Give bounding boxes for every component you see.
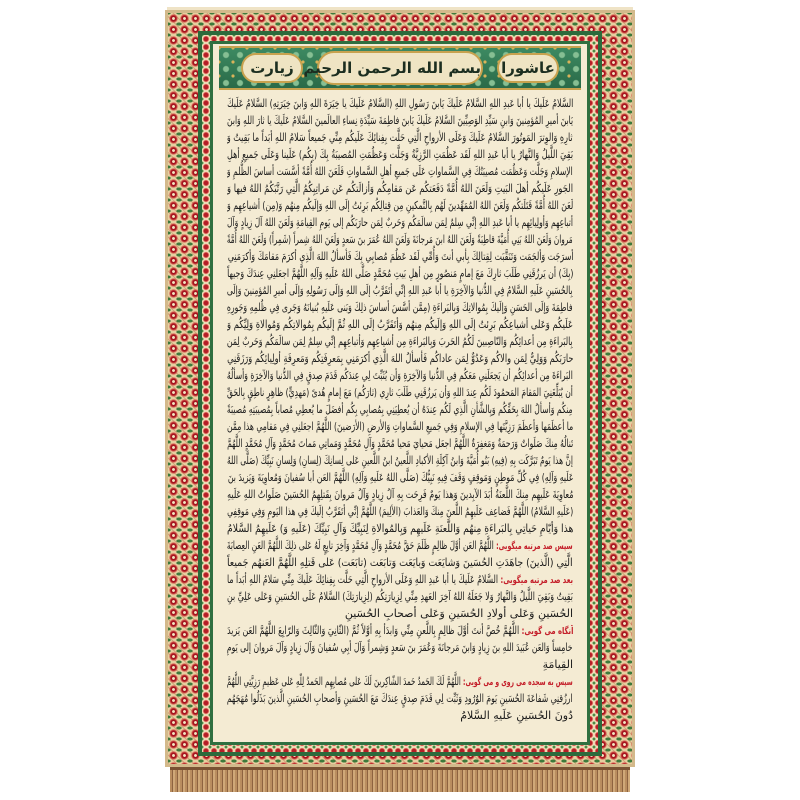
text-line	[227, 503, 573, 520]
text-line-content: مُعاوِيَةَ عَلَيهِم مِنكَ اللَّعنَةُ أبَدَ الآبِدينَ وَهذا يَومٌ فَرِحَت بِهِ آلُ زِيادٍ وَآلُ مَروانَ بِقَتلِهِمُ الحُسَينَ صَلَواتُ اللهِ عَلَيهِ	[227, 488, 573, 501]
text-line	[227, 554, 573, 571]
text-line-content: لَعَنَ اللهُ أُمَّةً قَتَلَتكُم وَلَعَنَ اللهُ المُمَهِّدينَ لَهُم بِالتَّمكينِ مِن قِتالِكُم بَرِئتُ إلَى اللهِ وَإلَيكُم مِنهُم وَ(مِن) أشياعِهِم وَ	[227, 199, 573, 212]
title-ziyarat: زیارت	[241, 53, 303, 83]
text-line-content: (بِكَ) أن يَرزُقَنِي طَلَبَ ثارِكَ مَعَ إمامٍ مَنصُورٍ مِن أهلِ بَيتِ مُحَمَّدٍ صَلَّى اللهُ عَلَيهِ وَآلِهِ اللَّهُمَّ اجعَلنِي عِندَكَ وَجيهاً	[227, 267, 573, 280]
section-text: اللَّهُمَّ لَكَ الحَمدُ حَمدَ الشّاكِرينَ لَكَ عَلى مُصابِهِم الحَمدُ لِلّهِ عَلى عَظيمِ رَزِيَّتِي اللَّهُمَّ	[227, 675, 462, 688]
section-text: اللَّهُمَّ خُصَّ أنتَ أوَّلَ ظالِمٍ بِاللَّعنِ مِنِّي وَابدَأ بِهِ أوَّلاً ثُمَّ (الثّانِيَ وَالثّالِثَ وَالرّابِعَ اللَّهُمَّ العَن يَزيدَ	[227, 624, 519, 637]
text-line	[227, 248, 573, 265]
text-line-content: يَابنَ أميرِ المُؤمِنينَ وَابنِ سَيِّدِ الوَصِيِّينَ السَّلامُ عَلَيكَ يَابنَ فاطِمَةَ سَيِّدَةِ نِساءِ العالَمينَ السَّلامُ عَلَيكَ يا ثارَ اللهِ وَابنَ	[227, 114, 573, 127]
text-line	[227, 129, 573, 146]
instruction-label: بعد صد مرتبه میگویی:	[500, 575, 573, 586]
text-line	[227, 282, 573, 299]
title-ashura: عاشورا	[497, 53, 559, 83]
text-line-content: الحُسَينِ وَعَلى أولادِ الحُسَينِ وَعَلى أصحابِ الحُسَينِ	[344, 607, 573, 620]
text-line-content: أتباعِهِم وَأولِيائِهِم يا أبا عَبدِ اللهِ إنِّي سِلمٌ لِمَن سالَمَكُم وَحَربٌ لِمَن حارَبَكُم إلى يَومِ القِيامَةِ وَلَعَنَ اللهُ آلَ زِيادٍ وَآلَ	[227, 216, 573, 229]
text-line-content	[227, 571, 573, 589]
text-line	[227, 401, 573, 418]
basmala: بسم الله الرحمن الرحیم	[317, 51, 483, 85]
text-line	[227, 486, 573, 503]
text-line-content	[227, 622, 573, 640]
text-line	[227, 656, 573, 673]
text-line-content: ارزُقنِي شَفاعَةَ الحُسَينِ يَومَ الوُرُودِ وَثَبِّت لِي قَدَمَ صِدقٍ عِندَكَ مَعَ الحُسَينِ وَأصحابِ الحُسَينِ الَّذينَ بَذَلُوا مُهَجَهُم	[227, 692, 573, 705]
text-line	[227, 588, 573, 605]
text-line-content: السَّلامُ عَلَيكَ يا أبا عَبدِ اللهِ السَّلامُ عَلَيكَ يَابنَ رَسُولِ اللهِ (السَّلامُ عَلَيكَ يا خِيَرَةَ اللهِ وَابنَ خِيَرَتِهِ) السَّلامُ عَلَيكَ	[227, 97, 573, 110]
text-line	[227, 690, 573, 707]
text-line-content: خامِساً وَالعَن عُبَيدَ اللهِ بنَ زِيادٍ وَابنَ مَرجانَةَ وَعُمَرَ بنَ سَعدٍ وَشِمراً وَآلَ أبِي سُفيانَ وَآلَ زِيادٍ وَآلَ مَروانَ إلى يَومِ	[227, 641, 573, 654]
text-line-content: ثارِهِ وَالوِترَ المَوتُورَ السَّلامُ عَلَيكَ وَعَلَى الأرواحِ الَّتِي حَلَّت بِفِنائِكَ عَلَيكُم مِنِّي جَميعاً سَلامُ اللهِ أبَداً ما بَقِيتُ وَ	[227, 131, 573, 144]
text-line	[227, 265, 573, 282]
text-line	[227, 350, 573, 367]
text-line-content: بَقِيَ اللَّيلُ وَالنَّهارُ يا أبا عَبدِ اللهِ لَقَد عَظُمَتِ الرَّزِيَّةُ وَجَلَّت وَعَظُمَتِ المُصيبَةُ بِكَ (بِكُم) عَلَينا وَعَلَى جَميعِ أهلِ	[227, 148, 573, 161]
text-line-content: البَراءَةَ مِن أعدائِكُم أن يَجعَلَنِي مَعَكُم فِي الدُّنيا وَالآخِرَةِ وَأن يُثَبِّتَ لِي عِندَكُم قَدَمَ صِدقٍ فِي الدُّنيا وَالآخِرَةِ وَأسألُهُ	[227, 369, 573, 382]
text-line-content: ما أعظَمَها وَأعظَمَ رَزِيَّتَها فِي الإسلامِ وَفِي جَميعِ السَّماواتِ وَالأرضِ (الأرَضينَ) اللَّهُمَّ اجعَلنِي فِي مَقامِي هذا مِمَّن	[227, 420, 573, 433]
text-line	[227, 112, 573, 129]
text-line-content	[227, 537, 573, 555]
text-line-content: الَّتِي (الَّذينَ) جاهَدَتِ الحُسَينَ وَشايَعَت وَبايَعَت وَتابَعَت (تابَعَت) عَلى قَتلِهِ اللَّهُمَّ العَنهُم جَميعاً	[227, 556, 573, 569]
text-line	[227, 384, 573, 401]
text-line-content: (عَلَيهِ السَّلامُ) اللَّهُمَّ فَضاعِف عَلَيهِمُ اللَّعنَ مِنكَ وَالعَذابَ (الألِيمَ) اللَّهُمَّ إنِّي أتَقَرَّبُ إلَيكَ فِي هذا اليَومِ وَفِي مَوقِفِي	[227, 505, 573, 518]
text-line-content: الإسلامِ وَجَلَّت وَعَظُمَت مُصيبَتُكَ فِي السَّماواتِ عَلَى جَميعِ أهلِ السَّماواتِ فَلَعَنَ اللهُ أُمَّةً أسَّسَت أساسَ الظُّلمِ وَ	[227, 165, 573, 178]
bottom-fringe	[170, 767, 630, 792]
text-line-content: بَقِيتُ وَبَقِيَ اللَّيلُ وَالنَّهارُ وَلا جَعَلَهُ اللهُ آخِرَ العَهدِ مِنِّي لِزِيارَتِكُم (لِزِيارَتِكَ) السَّلامُ عَلَى الحُسَينِ وَعَلى عَلِيِّ بنِ	[227, 590, 573, 603]
text-line	[227, 197, 573, 214]
text-line	[227, 622, 573, 639]
text-line	[227, 316, 573, 333]
text-line-content: تَنالُهُ مِنكَ صَلَواتٌ وَرَحمَةٌ وَمَغفِرَةٌ اللَّهُمَّ اجعَل مَحيايَ مَحيا مُحَمَّدٍ وَآلِ مُحَمَّدٍ وَمَماتِي مَماتَ مُحَمَّدٍ وَآلِ مُحَمَّدٍ اللَّهُمَّ	[227, 437, 573, 450]
section-text: اللَّهُمَّ العَن أوَّلَ ظالِمٍ ظَلَمَ حَقَّ مُحَمَّدٍ وَآلِ مُحَمَّدٍ وَآخِرَ تابِعٍ لَهُ عَلى ذلِكَ اللَّهُمَّ العَنِ العِصابَةَ	[227, 539, 495, 552]
text-line-content: مَروانَ وَلَعَنَ اللهُ بَنِي أُمَيَّةَ قاطِبَةً وَلَعَنَ اللهُ ابنَ مَرجانَةَ وَلَعَنَ اللهُ عُمَرَ بنَ سَعدٍ وَلَعَنَ اللهُ شِمراً (شَمِراً) وَلَعَنَ اللهُ أُمَّةً	[227, 233, 573, 246]
text-line-content: عَلَيهِ وَآلِهِ) فِي كُلِّ مَوطِنٍ وَمَوقِفٍ وَقَفَ فِيهِ نَبِيُّكَ (صَلَّى اللهُ عَلَيهِ وَآلِهِ) اللَّهُمَّ العَن أبا سُفيانَ وَمُعاوِيَةَ وَيَزيدَ بنَ	[227, 471, 573, 484]
text-line-content: دُونَ الحُسَينِ عَلَيهِ السَّلامُ	[460, 709, 573, 722]
text-line-content: هذا وَأيّامِ حَياتِي بِالبَراءَةِ مِنهُم وَاللَّعنَةِ عَلَيهِم وَبِالمُوالاةِ لِنَبِيِّكَ وَآلِ نَبِيِّكَ (عَلَيهِ وَ) عَلَيهِمُ السَّلامُ	[227, 522, 573, 535]
text-line	[227, 435, 573, 452]
text-line	[227, 367, 573, 384]
text-line	[227, 418, 573, 435]
text-line	[227, 180, 573, 197]
text-line-content: أسرَجَت وَألجَمَت وَتَنَقَّبَت لِقِتالِكَ بِأبي أنتَ وَأُمِّي لَقَد عَظُمَ مُصابِي بِكَ فَأسألُ اللهَ الَّذِي أكرَمَ مَقامَكَ وَأكرَمَنِي	[227, 250, 573, 263]
text-line	[227, 163, 573, 180]
text-line	[227, 146, 573, 163]
text-line	[227, 214, 573, 231]
text-line	[227, 673, 573, 690]
section-text: السَّلامُ عَلَيكَ يا أبا عَبدِ اللهِ وَعَلَى الأرواحِ الَّتِي حَلَّت بِفِنائِكَ عَلَيكَ مِنِّي سَلامُ اللهِ أبَداً ما	[227, 573, 499, 586]
text-line-content: الجَورِ عَلَيكُم أهلَ البَيتِ وَلَعَنَ اللهُ أُمَّةً دَفَعَتكُم عَن مَقامِكُم وَأزالَتكُم عَن مَراتِبِكُمُ الَّتِي رَتَّبَكُمُ اللهُ فيها وَ	[227, 182, 573, 195]
text-line-content: إنَّ هذا يَومٌ تَبَرَّكَت بِهِ (فِيهِ) بَنُو أُمَيَّةَ وَابنُ آكِلَةِ الأكبادِ اللَّعينُ ابنُ اللَّعينِ عَلى لِسانِكَ (لِسانِ) وَلِسانِ نَبِيِّكَ (صَلَّى اللهُ	[227, 454, 573, 467]
text-line	[227, 299, 573, 316]
text-line-content: فاطِمَةَ وَإلَى الحَسَنِ وَإلَيكَ بِمُوالاتِكَ وَبِالبَراءَةِ (مِمَّن أسَّسَ أساسَ ذلِكَ وَبَنى عَلَيهِ بُنيانَهُ وَجَرى فِي ظُلمِهِ وَجَورِهِ	[227, 301, 573, 314]
text-line	[227, 333, 573, 350]
text-line	[227, 231, 573, 248]
ziyarat-text	[227, 95, 573, 735]
text-line-content: أن يُبَلِّغَنِيَ المَقامَ المَحمُودَ لَكُم عِندَ اللهِ وَأن يَرزُقَنِي طَلَبَ ثارِي (ثارَكُم) مَعَ إمامٍ هُدىً (مَهدِيٍّ) ظاهِرٍ ناطِقٍ بِالحَقِّ	[227, 386, 573, 399]
text-line-content	[227, 673, 573, 691]
instruction-label: آنگاه می گویی:	[521, 626, 573, 637]
instruction-label: سپس صد مرتبه میگویی:	[496, 541, 573, 552]
text-line	[227, 469, 573, 486]
text-line	[227, 452, 573, 469]
text-line	[227, 639, 573, 656]
text-line-content: مِنكُم وَأسألُ اللهَ بِحَقِّكُم وَبِالشَّأنِ الَّذِي لَكُم عِندَهُ أن يُعطِيَنِي بِمُصابِي بِكُم أفضَلَ ما يُعطِي مُصاباً بِمُصيبَتِهِ مُصيبَةً	[227, 403, 573, 416]
instruction-label: سپس به سجده می روی و می گویی:	[463, 677, 573, 688]
text-line	[227, 571, 573, 588]
text-line	[227, 707, 573, 724]
text-line-content: بِالبَراءَةِ مِن أعدائِكُم وَالنّاصِبينَ لَكُمُ الحَربَ وَبِالبَراءَةِ مِن أشياعِهِم وَأتباعِهِم إنِّي سِلمٌ لِمَن سالَمَكُم وَحَربٌ لِمَن	[227, 335, 573, 348]
text-line-content: عَلَيكُم وَعَلى أشياعِكُم بَرِئتُ إلَى اللهِ وَإلَيكُم مِنهُم وَأتَقَرَّبُ إلَى اللهِ ثُمَّ إلَيكُم بِمُوالاتِكُم وَمُوالاةِ وَلِيِّكُم وَ	[227, 318, 573, 331]
text-line-content: حارَبَكُم وَوَلِيٌّ لِمَن والاكُم وَعَدُوٌّ لِمَن عاداكُم فَأسألُ اللهَ الَّذِي أكرَمَنِي بِمَعرِفَتِكُم وَمَعرِفَةِ أولِيائِكُم وَرَزَقَنِي	[227, 352, 573, 365]
text-line	[227, 520, 573, 537]
header-strip	[219, 46, 581, 90]
text-line-content: بِالحُسَينِ عَلَيهِ السَّلامُ فِي الدُّنيا وَالآخِرَةِ يا أبا عَبدِ اللهِ إنِّي أتَقَرَّبُ إلَى اللهِ وَإلَى رَسُولِهِ وَإلَى أميرِ المُؤمِنينَ وَإلَى	[227, 284, 573, 297]
text-line	[227, 605, 573, 622]
text-line-content: القِيامَةِ	[542, 658, 573, 671]
text-line	[227, 537, 573, 554]
text-line	[227, 95, 573, 112]
